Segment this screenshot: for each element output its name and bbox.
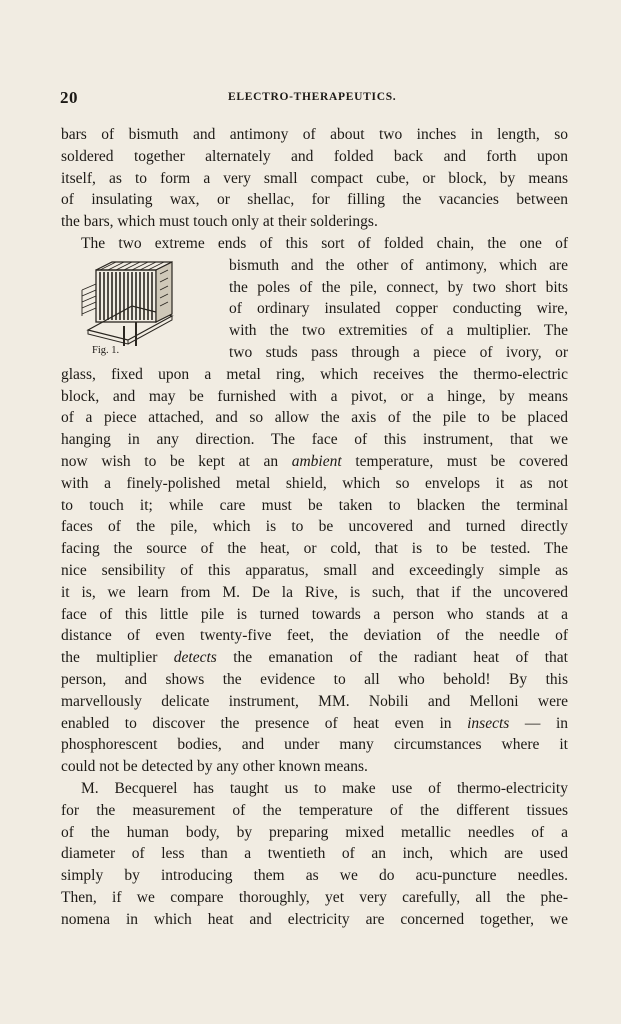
text-line: person, and shows the evidence to all who behold! By this xyxy=(61,670,568,688)
text-line: bismuth and the other of antimony, which are xyxy=(229,256,568,274)
text-line: hanging in any direction. The face of this instrument, that we xyxy=(61,431,568,449)
text-line: for the measurement of the temperature of the different tissues xyxy=(61,801,568,819)
italic-word: detects xyxy=(173,649,217,667)
text-line: phosphorescent bodies, and under many circumstances where it xyxy=(61,736,568,754)
text-line xyxy=(61,647,568,669)
text-line: nomena in which heat and electricity are concerned together, we xyxy=(61,910,568,928)
text-line: M. Becquerel has taught us to make use of thermo-electricity xyxy=(81,779,568,797)
text-line: facing the source of the heat, or cold, that is to be tested. The xyxy=(61,540,568,558)
text-fragment: the multiplier xyxy=(61,649,158,667)
text-line: distance of even twenty-five feet, the deviation of the needle of xyxy=(61,627,568,645)
italic-word: insects xyxy=(467,714,510,732)
page-number: 20 xyxy=(60,88,78,107)
text-line: bars of bismuth and antimony of about two inches in length, so xyxy=(61,126,568,143)
text-line: could not be detected by any other known means. xyxy=(61,758,368,776)
text-line: of insulating wax, or shellac, for filling the vacancies between xyxy=(61,191,568,209)
text-line: of ordinary insulated copper conducting wire, xyxy=(229,300,568,318)
text-line: face of this little pile is turned towards a person who stands at a xyxy=(61,605,568,623)
text-line: faces of the pile, which is to be uncovered and turned directly xyxy=(61,518,568,536)
text-line: Then, if we compare thoroughly, yet very carefully, all the phe- xyxy=(61,888,568,906)
text-line: of the human body, by preparing mixed metallic needles of a xyxy=(61,823,568,841)
text-line: block, and may be furnished with a pivot, or a hinge, by means xyxy=(61,387,568,405)
text-line: two studs pass through a piece of ivory, or xyxy=(229,343,568,361)
text-line: with a finely-polished metal shield, which so envelops it as not xyxy=(61,474,568,492)
text-line: itself, as to form a very small compact cube, or block, by means xyxy=(61,169,568,187)
text-line: the poles of the pile, connect, by two short bits xyxy=(229,278,568,296)
text-line: to touch it; while care must be taken to blacken the terminal xyxy=(61,496,568,514)
text-line xyxy=(61,451,568,473)
text-line: simply by introducing them as we do acu-puncture needles. xyxy=(61,867,568,885)
italic-word: ambient xyxy=(291,452,342,470)
text-line: the bars, which must touch only at their solderings. xyxy=(61,213,378,231)
text-fragment: now wish to be kept at an xyxy=(61,452,279,470)
text-line: of a piece attached, and so allow the axis of the pile to be placed xyxy=(61,409,568,427)
text-line: soldered together alternately and folded back and forth upon xyxy=(61,147,568,165)
text-line: The two extreme ends of this sort of folded chain, the one of xyxy=(81,234,568,252)
text-line: it is, we learn from M. De la Rive, is such, that if the uncovered xyxy=(61,583,568,601)
text-line: diameter of less than a twentieth of an inch, which are used xyxy=(61,845,568,863)
text-fragment: temperature, must be covered xyxy=(355,452,568,470)
text-line: glass, fixed upon a metal ring, which receives the thermo-electric xyxy=(61,365,568,383)
text-line xyxy=(61,713,568,735)
text-line: with the two extremities of a multiplier. The xyxy=(229,322,568,340)
body-text xyxy=(61,124,568,930)
text-line: nice sensibility of this apparatus, small and exceedingly simple as xyxy=(61,561,568,579)
running-head: ELECTRO-THERAPEUTICS. xyxy=(228,91,397,103)
page-header xyxy=(60,88,560,108)
text-line: marvellously delicate instrument, MM. Nobili and Melloni were xyxy=(61,692,568,710)
text-fragment: — in xyxy=(524,714,569,732)
text-fragment: enabled to discover the presence of heat even in xyxy=(61,714,452,732)
text-fragment: the emanation of the radiant heat of that xyxy=(233,649,568,667)
figure-caption: Fig. 1. xyxy=(92,345,120,356)
